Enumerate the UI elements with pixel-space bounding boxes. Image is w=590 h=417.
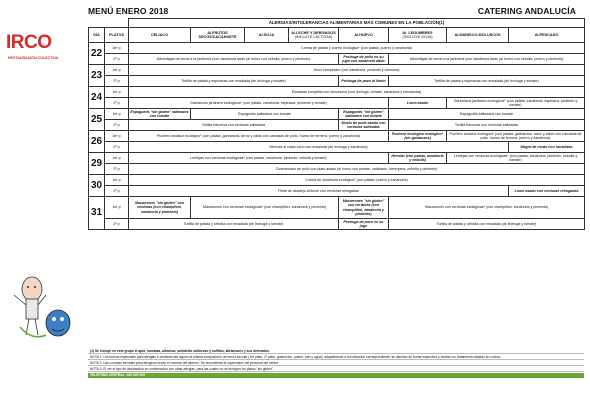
table-row: 2º p Tortilla de patata y cebolla con ensalada (de lechuga y tomate) Pechuga de pavo en su jugo Tortilla de patata y cebolla con ensalada (de lechuga y tomate) xyxy=(89,219,585,230)
day-number: 26 xyxy=(89,131,105,153)
dish-cell: Tortilla francesa con verduras salteadas xyxy=(129,120,339,131)
col-pescado: Al.PESCADO xyxy=(509,28,585,43)
day-number: 25 xyxy=(89,109,105,131)
dish-cell: Contramuslo de pollo con plato asado (al horno con tomate, calabacín, berenjena, cebolla y pimiento) xyxy=(129,164,585,175)
dish-cell: Albóndigas de cerdo a la jardinera (con zanahoria dado (al horno con cebolla, puerro y pimiento) xyxy=(129,54,339,65)
table-row: 2º p Filete de abadejo al limón con verduras rehogadas Lomo asado con verduras rehogadas xyxy=(89,186,585,197)
table-row: 2º p Tortilla de patata y espinacas con ensalada (de lechuga y tomate) Pechuga de pavo al limón Tortilla de patata y espinacas con ensalada (de lechuga y tomate) xyxy=(89,76,585,87)
table-row: 2º p Contramuslo de pollo con plato asado (al horno con tomate, calabacín, berenjena, cebolla y pimiento) xyxy=(89,164,585,175)
table-row: 24 1er p Ensalada completa con remolacha (con lechuga, tomate, zanahoria y remolacha) xyxy=(89,87,585,98)
footer-bar: TELÉFONO CENTRAL: 000 000 000 xyxy=(88,373,584,378)
dish-cell: Merluza al caldo corto con ensalada (de lechuga y zanahoria) xyxy=(129,142,509,153)
day-number: 30 xyxy=(89,175,105,197)
dish-cell: Lentejas con verduras ecológicas* (con patata, zanahoria, pimiento, cebolla y tomate) xyxy=(447,153,585,164)
allergy-group-header: ALERGIAS/INTOLERANCIAS ALIMENTARIAS MÁS COMUNES EN LA POBLACIÓN(1) xyxy=(129,19,585,28)
logo-tagline: RESTAURACIÓN COLECTIVA xyxy=(8,56,59,60)
dish-cell-alt: Pechuga de pollo en su jugo con zanahoria dado xyxy=(339,54,389,65)
day-number: 23 xyxy=(89,65,105,87)
dish-cell: Tortilla francesa con verduras salteadas xyxy=(389,120,585,131)
company-logo xyxy=(6,32,88,66)
dish-cell-alt: Pechuga de pavo en su jugo xyxy=(339,219,389,230)
note-line: NOTA 1: Los menús especiales para alergias e intolerancias siguen la misma composición de menú escolar (1er plato, 2º plato, guarnición, postre, pan y agua), adaptándose a la indicación correspondiente: se diseñan de forma específica y reciben un tratamiento aislado en cocina. xyxy=(88,354,584,360)
col-legumbres: Al. LEGUMBRES (INCLUYE SOJA) xyxy=(389,28,447,43)
note-line: NOTA 2: Las comidas servidas para alérgicos llevan el nombre del alumno. Se recomienda la supervisión del personal del centro. xyxy=(88,360,584,366)
dish-cell-alt: Espaguetis "sin gluten" salteados con tomate xyxy=(130,109,189,118)
dish-cell: Arroz campesino (con zanahoria, pimiento y cúrcuma) xyxy=(129,65,585,76)
table-row: 26 1er p Puchero andaluz ecológico* (con patata, garbanzos, arroz y caldo con carcasas de pollo, hueso de ternera, puerro y zanahoria) Puchero ecológico ecológico* (sin garbanzos) Puchero andaluz ecológico* (con patata, garbanzos, arroz y caldo con carcasas de pollo, hueso de ternera, puerro y zanahoria) xyxy=(89,131,585,142)
dish-cell: Crema de patata y puerro ecológica* (con patata, puerro y zanahoria) xyxy=(129,43,585,54)
table-row: 22 1er p Crema de patata y puerro ecológica* (con patata, puerro y zanahoria) xyxy=(89,43,585,54)
dish-cell-alt: Lomo asado con verduras rehogadas xyxy=(509,186,585,197)
dish-cell: Tortilla de patata y espinacas con ensalada (de lechuga y tomate) xyxy=(129,76,339,87)
dish-cell: Macarrones con verduras ecológicas* (con champiñón, zanahoria y pimiento) xyxy=(191,197,339,219)
table-row: 2º p Merluza al caldo corto con ensalada (de lechuga y zanahoria) Magro de cerdo con hortalizas xyxy=(89,142,585,153)
table-row: 29 1er p Lentejas con verduras ecológicas* (con patata, zanahoria, pimiento, cebolla y tomate) Hervido (con patata, zanahoria y cebolla) Lentejas con verduras ecológicas* (con patata, zanahoria, pimiento, cebolla y tomate) xyxy=(89,153,585,164)
table-row: 25 1er p Espaguetis "sin gluten" salteados con tomate Espaguetis salteados con tomate Espaguetis "sin gluten" salteados con tomate Espaguetis salteados con tomate xyxy=(89,109,585,120)
dish-cell: Espaguetis salteados con tomate xyxy=(191,109,339,120)
dish-cell: Garbanzos jardinera ecológicos* (con patata, zanahoria, espinaca, pimiento y tomate) xyxy=(447,98,585,109)
table-row: 23 1er p Arroz campesino (con zanahoria, pimiento y cúrcuma) xyxy=(89,65,585,76)
table-row: 2º p Garbanzos jardinera ecológicos* (con patata, zanahoria, espinaca, pimiento y tomate) Lomo asado Garbanzos jardinera ecológicos* (con patata, zanahoria, espinaca, pimiento y tomate) xyxy=(89,98,585,109)
col-frutos: Al.FRUTOS SECOS/CACAHUETE xyxy=(191,28,245,43)
col-platos: PLATOS xyxy=(105,28,129,43)
table-row: 30 1er p Crema de zanahoria ecológica* (con patata, puerro y zanahoria) xyxy=(89,175,585,186)
dish-cell: Puchero andaluz ecológico* (con patata, garbanzos, arroz y caldo con carcasas de pollo, hueso de ternera, puerro y zanahoria) xyxy=(447,131,585,142)
col-dia: DÍA xyxy=(89,28,105,43)
col-celiaco: CELIACO xyxy=(129,28,191,43)
menu-title: MENÚ ENERO 2018 xyxy=(88,6,169,16)
dish-cell: Lentejas con verduras ecológicas* (con patata, zanahoria, pimiento, cebolla y tomate) xyxy=(129,153,389,164)
dish-cell-alt: Muslo de pollo asado con verduras salteadas xyxy=(339,120,389,131)
col-soja: Al.SOJA xyxy=(245,28,289,43)
dish-cell-alt: Lomo asado xyxy=(389,98,447,109)
table-row: 2º p Albóndigas de cerdo a la jardinera (con zanahoria dado (al horno con cebolla, puerro y pimiento) Pechuga de pollo en su jugo con zanahoria dado Albóndigas de cerdo a la jardinera (con zanahoria dado (al horno con cebolla, puerro y pimiento) xyxy=(89,54,585,65)
col-marisco: Al.MARISCO-MOLUSCOS xyxy=(447,28,509,43)
dish-cell: Puchero andaluz ecológico* (con patata, garbanzos, arroz y caldo con carcasas de pollo, hueso de ternera, puerro y zanahoria) xyxy=(129,131,389,142)
dish-cell: Espaguetis salteados con tomate xyxy=(389,109,585,120)
dish-cell-alt: Macarrones "sin gluten" con verduras (con champiñón, zanahoria y pimiento) xyxy=(339,197,389,219)
col-leche: Al.LECHE Y DERIVADOS (INCLUYE LACTOSA) xyxy=(289,28,339,43)
logo-brand: IRCO xyxy=(6,32,52,53)
dish-cell-alt: Puchero ecológico ecológico* (sin garbanzos) xyxy=(389,131,447,142)
dish-cell-alt: Espaguetis "sin gluten" salteados con tomate xyxy=(339,109,389,120)
dish-cell: Tortilla de patata y cebolla con ensalada (de lechuga y tomate) xyxy=(389,219,585,230)
table-row: 31 1er p Macarrones "sin gluten" con verduras (con champiñón, zanahoria y pimiento) Macarrones con verduras ecológicas* (con champiñón, zanahoria y pimiento) Macarrones "sin gluten" con verduras (con champiñón, zanahoria y pimiento) Macarrones con verduras ecológicas* (con champiñón, zanahoria y pimiento) xyxy=(89,197,585,219)
catering-title: CATERING ANDALUCÍA xyxy=(477,6,576,16)
note-line: NOTA 3: El ver el tipo de declaración en combinación con otras alergias, para las cuales no se incluyen los platos "sin gluten". xyxy=(88,366,584,372)
dish-cell-alt: Hervido (con patata, zanahoria y cebolla) xyxy=(389,153,447,164)
dish-cell: Crema de zanahoria ecológica* (con patata, puerro y zanahoria) xyxy=(129,175,585,186)
day-number: 24 xyxy=(89,87,105,109)
notes-section xyxy=(88,348,584,378)
menu-table xyxy=(88,18,585,230)
col-huevo: Al.HUEVO xyxy=(339,28,389,43)
dish-cell-alt: Macarrones "sin gluten" con verduras (con champiñón, zanahoria y pimiento) xyxy=(129,197,191,219)
dish-cell: Filete de abadejo al limón con verduras rehogadas xyxy=(129,186,509,197)
day-number: 31 xyxy=(89,197,105,230)
dish-cell: Tortilla de patata y espinacas con ensalada (de lechuga y tomate) xyxy=(389,76,585,87)
dish-cell-alt: Pechuga de pavo al limón xyxy=(339,76,389,87)
dish-cell: Macarrones con verduras ecológicas* (con champiñón, zanahoria y pimiento) xyxy=(389,197,585,219)
dish-cell: Albóndigas de cerdo a la jardinera (con zanahoria dado (al horno con cebolla, puerro y pimiento) xyxy=(389,54,585,65)
day-number: 29 xyxy=(89,153,105,175)
day-number: 22 xyxy=(89,43,105,65)
dish-cell-alt: Magro de cerdo con hortalizas xyxy=(509,142,585,153)
table-row: 2º p Tortilla francesa con verduras salteadas Muslo de pollo asado con verduras salteadas Tortilla francesa con verduras salteadas xyxy=(89,120,585,131)
dish-cell: Garbanzos jardinera ecológicos* (con patata, zanahoria, espinaca, pimiento y tomate) xyxy=(129,98,389,109)
dish-cell: Ensalada completa con remolacha (con lechuga, tomate, zanahoria y remolacha) xyxy=(129,87,585,98)
cartoon-illustration xyxy=(2,265,88,345)
dish-cell: Tortilla de patata y cebolla con ensalada (de lechuga y tomate) xyxy=(129,219,339,230)
note-line: (1) Se incluye en este grupo el apio, mostaza, altramuz, anhídrido sulfuroso y sulfitos, altramuces y sus derivados. xyxy=(88,348,584,354)
